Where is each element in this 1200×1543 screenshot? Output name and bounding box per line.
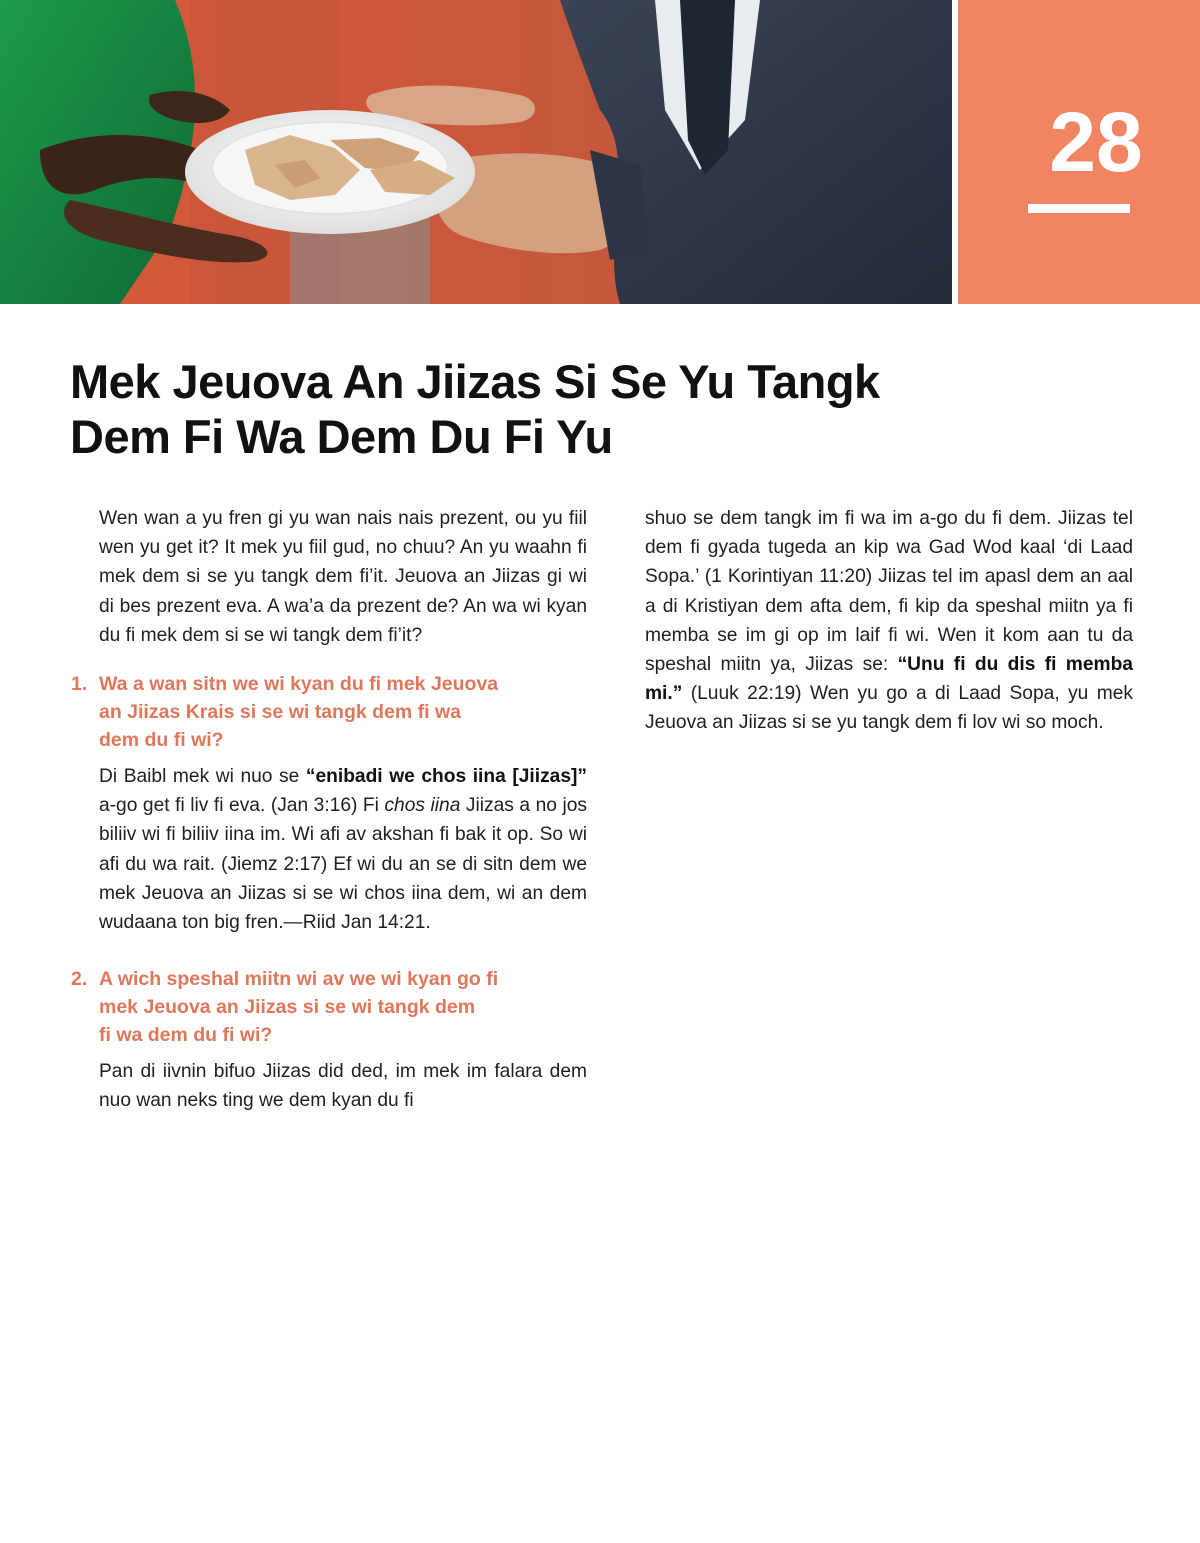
page-title [70,354,1010,464]
question-1-line-2: an Jiizas Krais si se wi tangk dem fi wa [99,701,461,724]
lesson-number: 28 [1049,95,1143,189]
question-1-heading [71,670,569,754]
left-column [71,504,588,1116]
question-1-line-1: Wa a wan sitn we wi kyan du fi mek Jeuova [99,673,499,696]
question-2-heading [71,965,569,1049]
answer-2-text-b: (Luuk 22:19) Wen yu go a di Laad Sopa, yu mek Jeuova an Jiizas si se yu tangk dem fi lov wi so moch. [645,683,1133,734]
title-line-2: Dem Fi Wa Dem Du Fi Yu [70,410,613,463]
hero-illustration [0,0,952,304]
answer-1-text-c: Jiizas a no jos biliiv wi fi biliiv iina im. Wi afi av akshan fi bak it op. So wi afi du wa rait. (Jiemz 2:17) Ef wi du an se di sitn dem we mek Jeuova an Jiizas si se wi chos iina dem, wi an dem wudaana ton big fren.—Riid Jan 14:21. [99,795,588,934]
answer-2-paragraph-continued [645,504,1133,738]
intro-paragraph: Wen wan a yu fren gi yu wan nais nais prezent, ou yu fiil wen yu get it? It mek yu fiil gud, no chuu? An yu waahn fi mek dem si se yu tangk dem fi’it. Jeuova an Jiizas gi wi di bes prezent eva. A wa’a da prezent de? An wa wi kyan du fi mek dem si se wi tangk dem fi’it? [99,508,587,646]
question-2-line-1: A wich speshal miitn wi av we wi kyan go fi [99,968,499,991]
answer-1-text-b: a-go get fi liv fi eva. (Jan 3:16) Fi [99,795,385,817]
answer-1-paragraph [99,762,587,937]
answer-2-text-a: shuo se dem tangk im fi wa im a-go du fi dem. Jiizas tel dem fi gyada tugeda an kip wa Gad Wod kaal ‘di Laad Sopa.’ (1 Korintiyan 11:20) Jiizas tel im apasl dem an aal a di Kristiyan dem afta dem, fi kip da speshal miitn ya fi memba se im gi op im laif fi wi. Wen it kom aan tu da speshal miitn ya, Jiizas se: [645,508,1133,676]
question-2-line-2: mek Jeuova an Jiizas si se wi tangk dem [99,996,476,1019]
hero-photo [0,0,952,304]
title-line-1: Mek Jeuova An Jiizas Si Se Yu Tangk [70,355,880,408]
question-1-line-3: dem du fi wi? [99,729,224,752]
question-1-number: 1. [71,673,88,696]
badge-underline [1028,204,1130,213]
answer-1-bold-quote: “enibadi we chos iina [Jiizas]” [305,766,587,788]
answer-2-paragraph-start: Pan di iivnin bifuo Jiizas did ded, im mek im falara dem nuo wan neks ting we dem kyan du fi [99,1061,587,1112]
answer-2-bold-quote: “Unu fi du dis fi memba mi.” [645,654,1133,705]
answer-1-text-a: Di Baibl mek wi nuo se [99,766,306,788]
right-column [645,504,1133,738]
question-2-line-3: fi wa dem du fi wi? [99,1024,273,1047]
answer-1-italic: chos iina [384,795,461,817]
lesson-number-badge [958,0,1200,304]
question-2-number: 2. [71,968,88,991]
